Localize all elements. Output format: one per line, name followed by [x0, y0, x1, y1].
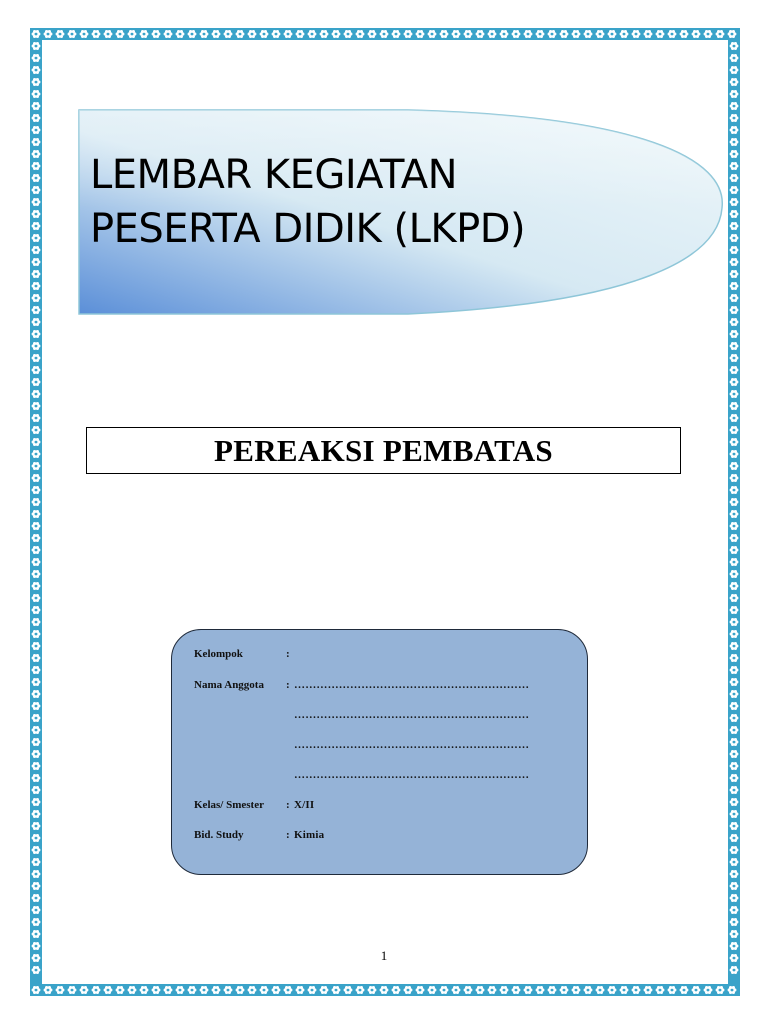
row-value: ………………………………………………………	[294, 739, 530, 751]
row-label: Nama Anggota	[194, 679, 264, 691]
subject-box	[86, 427, 681, 474]
row-nama-anggota-4	[194, 769, 529, 781]
row-colon: :	[286, 679, 290, 691]
title-banner	[78, 108, 724, 318]
row-bid-study	[194, 829, 324, 841]
row-kelompok	[194, 648, 294, 660]
row-colon	[286, 739, 294, 751]
row-label	[194, 739, 286, 751]
row-value: ………………………………………………………	[294, 709, 530, 721]
document-title	[90, 148, 525, 256]
row-label: Kelas/ Smester	[194, 799, 264, 811]
row-colon: :	[286, 829, 290, 841]
row-colon: :	[286, 799, 290, 811]
row-value: ………………………………………………………	[294, 679, 530, 691]
row-value: X/II	[294, 799, 315, 811]
row-value: Kimia	[294, 829, 325, 841]
subject-title: PEREAKSI PEMBATAS	[214, 432, 553, 468]
row-value: ………………………………………………………	[294, 769, 530, 781]
row-nama-anggota	[194, 679, 529, 691]
row-colon: :	[286, 648, 290, 660]
row-label	[194, 769, 286, 781]
row-colon	[286, 709, 294, 721]
title-line-1: LEMBAR KEGIATAN	[90, 152, 458, 198]
identity-card	[171, 629, 588, 875]
row-label: Kelompok	[194, 648, 243, 660]
title-line-2: PESERTA DIDIK (LKPD)	[90, 206, 526, 252]
row-kelas-smester	[194, 799, 314, 811]
page-number: 1	[380, 948, 388, 963]
row-label	[194, 709, 286, 721]
row-nama-anggota-3	[194, 739, 529, 751]
row-colon	[286, 769, 294, 781]
row-nama-anggota-2	[194, 709, 529, 721]
row-label: Bid. Study	[194, 829, 244, 841]
